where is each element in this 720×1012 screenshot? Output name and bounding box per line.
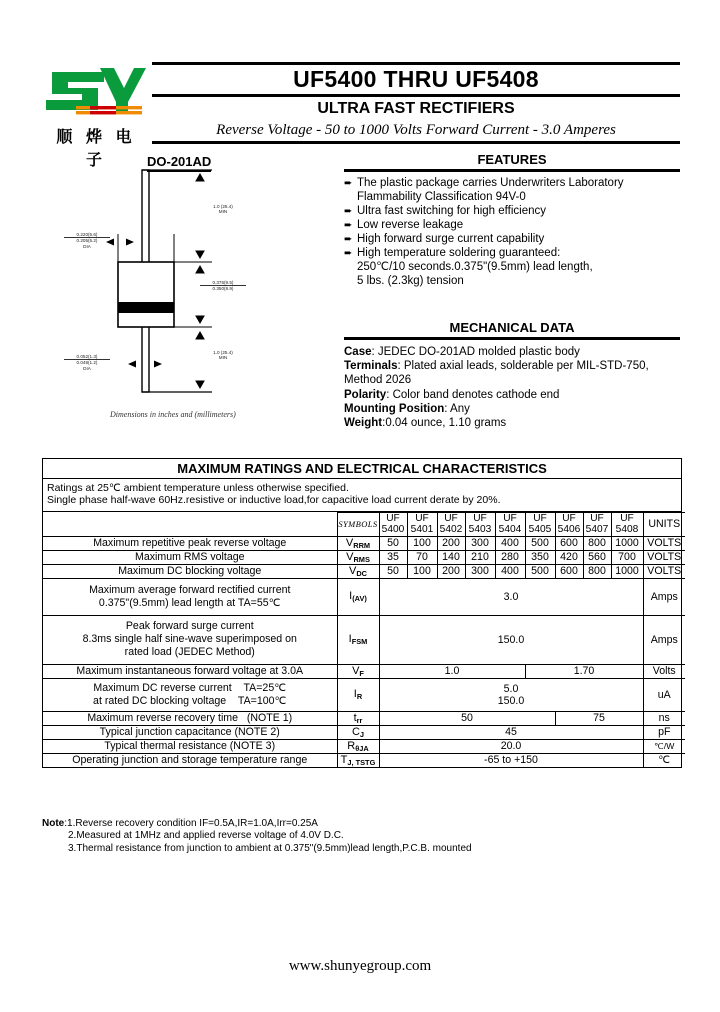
mechanical-heading: MECHANICAL DATA [449,320,575,335]
feature-subtext: 5 lbs. (2.3kg) tension [357,274,464,287]
symbol-base: V [352,664,360,677]
part-number: 5406 [557,524,581,536]
header-part-4 [495,512,525,536]
row-value: 200 [437,564,465,578]
header-titles [152,62,680,144]
row-param: Maximum instantaneous forward voltage at 3.0A [43,664,337,678]
part-number: 5403 [468,524,492,536]
dim-lead-top [200,204,246,215]
row-value-group-b: 75 [555,711,643,725]
row-units: ℃/W [643,739,685,753]
notes-section [42,818,680,855]
row-value: 400 [495,564,525,578]
row-param [43,711,337,725]
note-text: :1.Reverse recovery condition IF=0.5A,IR=1.0A,Irr=0.25A [64,818,318,829]
mechanical-value: : Any [444,402,470,415]
dim-body-diameter-min: 0.205(5.2) [76,238,98,244]
row-value: 1000 [611,564,643,578]
table-header-row [43,512,685,536]
company-name-cn: 顺 烨 电 子 [56,127,136,169]
header-part-8 [611,512,643,536]
note-item: 2.Measured at 1MHz and applied reverse voltage of 4.0V D.C. [68,830,344,842]
part-number: 5404 [498,524,522,536]
mechanical-rule [344,337,680,340]
row-units: VOLTS [643,564,685,578]
table-row [43,753,685,767]
dim-lead-bottom-note: MIN [218,355,228,361]
symbol-base: I [348,633,352,646]
symbol-sub: DC [356,568,368,578]
row-param [43,615,337,664]
row-value: 800 [583,564,611,578]
row-param [43,678,337,711]
symbol-base: V [348,564,357,577]
row-value: 100 [407,564,437,578]
notes-label: Note [42,818,65,829]
row-value: 600 [555,536,583,550]
row-value-group-a: 50 [379,711,555,725]
ratings-conditions [43,479,681,512]
row-param: Maximum repetitive peak reverse voltage [43,536,337,550]
row-value: 420 [555,550,583,564]
row-value: 300 [465,564,495,578]
ratings-condition-line2: Single phase half-wave 60Hz.resistive or inductive load,for capacitive load current derate by 20%. [47,494,501,507]
row-value: 400 [495,536,525,550]
row-value-100c: 150.0 [497,694,525,707]
part-prefix: UF [590,512,604,524]
dim-body-diameter [64,232,110,249]
row-value: 200 [437,536,465,550]
symbol-base: I [353,688,357,701]
mechanical-label: Mounting Position [344,402,445,415]
ratings-table-section [42,458,682,768]
row-units: Volts [643,664,685,678]
row-value: 35 [379,550,407,564]
table-row [43,739,685,753]
mechanical-row [344,416,680,430]
part-number: 5408 [615,524,639,536]
row-value: 210 [465,550,495,564]
note-item: 3.Thermal resistance from junction to ambient at 0.375"(9.5mm)lead length,P.C.B. mounted [68,842,472,854]
table-row [43,711,685,725]
symbol-base: I [349,590,353,603]
table-row [43,664,685,678]
symbol-base: T [340,753,348,766]
row-param-line3: rated load (JEDEC Method) [124,646,255,659]
part-prefix: UF [415,512,429,524]
row-param-line2: 8.3ms single half sine-wave superimposed on [82,633,297,646]
list-item [344,247,680,261]
row-value: 100 [407,536,437,550]
table-row [43,564,685,578]
table-row [43,615,685,664]
package-name: DO-201AD [147,154,211,172]
symbol-sub: J [359,729,365,739]
row-units: pF [643,725,685,739]
bullet-icon: ➨ [344,178,353,189]
row-value-25c: 5.0 [503,682,519,695]
features-section [344,152,680,288]
symbol-base: V [346,550,354,563]
row-value-merged: 20.0 [379,739,643,753]
part-number: 5405 [528,524,552,536]
row-units: VOLTS [643,536,685,550]
dim-lead-top-value: 1.0 (25.4) [213,204,233,209]
page-title: UF5400 THRU UF5408 [293,66,539,92]
mechanical-value: : Color band denotes cathode end [386,388,560,401]
row-symbol [337,536,379,550]
row-value-group-a: 1.0 [379,664,525,678]
row-symbol [337,678,379,711]
row-value: 800 [583,536,611,550]
dim-lead-bottom [200,350,246,361]
row-units: VOLTS [643,550,685,564]
part-prefix: UF [533,512,547,524]
row-value: 280 [495,550,525,564]
dim-lead-bottom-value: 1.0 (25.4) [213,350,233,355]
part-prefix: UF [473,512,487,524]
row-param-temp: TA=25℃ [243,681,287,694]
row-symbol [337,725,379,739]
symbol-base: R [347,739,356,752]
ratings-condition-line1: Ratings at 25℃ ambient temperature unless otherwise specified. [47,482,349,494]
features-list [344,177,680,288]
row-value-merged: 150.0 [379,615,643,664]
part-number: 5400 [381,524,405,536]
row-value: 700 [611,550,643,564]
row-param-temp: TA=100℃ [237,694,287,707]
row-value: 50 [379,536,407,550]
symbol-base: V [345,536,354,549]
header-part-5 [525,512,555,536]
mechanical-value: :0.04 ounce, 1.10 grams [382,417,507,430]
symbol-sub: R [356,692,363,702]
row-param: Maximum RMS voltage [43,550,337,564]
dim-lead-top-note: MIN [218,209,228,215]
row-param: Maximum DC blocking voltage [43,564,337,578]
symbol-base: t [353,711,357,724]
mechanical-label: Terminals [344,360,398,373]
row-symbol [337,564,379,578]
symbol-sub: rr [356,715,363,725]
row-param-line2 [43,695,337,708]
row-value: 560 [583,550,611,564]
row-param-line1: Peak forward surge current [125,620,254,633]
row-param: Typical thermal resistance (NOTE 3) [43,739,337,753]
row-value: 600 [555,564,583,578]
symbol-sub: (AV) [352,594,367,604]
mechanical-row [344,345,680,359]
part-number: 5402 [439,524,463,536]
row-symbol [337,550,379,564]
symbol-sub: θJA [355,743,369,753]
header-rule-bottom [152,141,680,144]
dim-body-length [200,280,246,292]
page-subtitle: ULTRA FAST RECTIFIERS [317,100,515,117]
row-value: 140 [437,550,465,564]
row-param-text: Maximum reverse recovery time [87,711,239,724]
header-part-1 [407,512,437,536]
dim-lead-diameter [64,354,110,371]
row-value-group-b: 1.70 [525,664,643,678]
symbol-sub: RMS [353,554,370,564]
features-heading: FEATURES [477,152,547,167]
mechanical-label: Weight [344,417,383,430]
row-param-text: Maximum DC reverse current [93,681,232,694]
bullet-icon: ➨ [344,247,353,259]
table-row [43,725,685,739]
row-symbol [337,711,379,725]
row-param: Operating junction and storage temperature range [43,753,337,767]
sy-logo-icon [42,62,147,124]
feature-text: High temperature soldering guaranteed: [357,246,561,259]
row-param-line1 [43,682,337,695]
symbol-sub: J, TSTG [347,757,376,767]
package-caption: Dimensions in inches and (millimeters) [110,410,236,419]
mechanical-section [344,320,680,430]
mechanical-row [344,359,680,387]
mechanical-label: Case [344,346,372,358]
dim-lead-diameter-note: DIA [83,365,91,371]
row-symbol [337,753,379,767]
feature-text: High forward surge current capability [357,232,545,245]
row-value: 300 [465,536,495,550]
list-item [344,233,680,247]
symbol-sub: FSM [351,637,368,647]
row-units: uA [643,678,685,711]
features-rule [344,169,680,172]
row-units: Amps [643,578,685,615]
header-blank [43,512,337,536]
part-prefix: UF [444,512,458,524]
table-row [43,536,685,550]
row-symbol [337,664,379,678]
symbol-sub: F [359,668,364,678]
row-value: 350 [525,550,555,564]
feature-text: Ultra fast switching for high efficiency [357,204,546,217]
table-row [43,578,685,615]
row-param [43,578,337,615]
row-units: ns [643,711,685,725]
feature-text: The plastic package carries Underwriters Laboratory Flammability Classification 94V-0 [357,177,624,203]
dim-body-diameter-note: DIA [83,243,91,249]
mechanical-value: : JEDEC DO-201AD molded plastic body [371,346,580,358]
part-number: 5407 [585,524,609,536]
row-value: 500 [525,564,555,578]
symbol-sub: RRM [353,540,371,550]
header-symbols: SYMBOLS [337,512,379,536]
dim-lead-diameter-min: 0.048(1.2) [76,360,98,366]
mechanical-label: Polarity [344,388,387,401]
row-param-text: at rated DC blocking voltage [93,694,227,707]
row-value-merged: -65 to +150 [379,753,643,767]
ratings-heading: MAXIMUM RATINGS AND ELECTRICAL CHARACTERISTICS [43,459,681,479]
symbol-base: C [351,725,360,738]
row-value-merged: 3.0 [379,578,643,615]
header-part-7 [583,512,611,536]
row-symbol [337,615,379,664]
header-part-2 [437,512,465,536]
footer-url[interactable]: www.shunyegroup.com [288,958,432,974]
row-param-line1: Maximum average forward rectified current [89,583,291,596]
row-symbol [337,739,379,753]
list-item-sub [344,275,680,289]
header-units: UNITS [643,512,685,536]
company-logo [42,62,147,169]
page-tagline: Reverse Voltage - 50 to 1000 Volts Forward Current - 3.0 Amperes [216,122,616,138]
ratings-table [43,512,685,767]
mechanical-value: : Plated axial leads, solderable per MIL-STD-750, Method 2026 [344,360,649,387]
bullet-icon: ➨ [344,205,353,217]
header-part-3 [465,512,495,536]
table-row [43,678,685,711]
header-part-0 [379,512,407,536]
row-param-note: (NOTE 1) [246,711,293,724]
row-value: 1000 [611,536,643,550]
dim-lead-diameter-max: 0.052(1.3) [64,354,110,360]
dim-body-length-min: 0.350(8.9) [212,286,234,292]
part-prefix: UF [503,512,517,524]
package-drawing [42,152,338,452]
note-item [42,818,680,830]
list-item [344,177,680,204]
row-value: 70 [407,550,437,564]
header-part-6 [555,512,583,536]
part-prefix: UF [386,512,400,524]
list-item [344,219,680,233]
feature-text: Low reverse leakage [357,218,464,231]
bullet-icon: ➨ [344,233,353,245]
dim-body-diameter-max: 0.220(5.6) [64,232,110,238]
row-value: 50 [379,564,407,578]
mechanical-row [344,402,680,416]
row-param: Typical junction capacitance (NOTE 2) [43,725,337,739]
mechanical-row [344,388,680,402]
part-prefix: UF [562,512,576,524]
row-units: ℃ [643,753,685,767]
row-value: 500 [525,536,555,550]
table-row [43,550,685,564]
part-number: 5401 [410,524,434,536]
row-value-merged: 45 [379,725,643,739]
row-param-line2: 0.375"(9.5mm) lead length at TA=55℃ [98,596,281,609]
mechanical-list [344,345,680,430]
part-prefix: UF [620,512,634,524]
list-item-sub [344,261,680,275]
row-units: Amps [643,615,685,664]
feature-subtext: 250℃/10 seconds.0.375"(9.5mm) lead length, [357,261,593,274]
dim-body-length-max: 0.375(9.5) [200,280,246,286]
row-symbol [337,578,379,615]
bullet-icon: ➨ [344,219,353,231]
list-item [344,205,680,219]
row-value-merged [379,678,643,711]
